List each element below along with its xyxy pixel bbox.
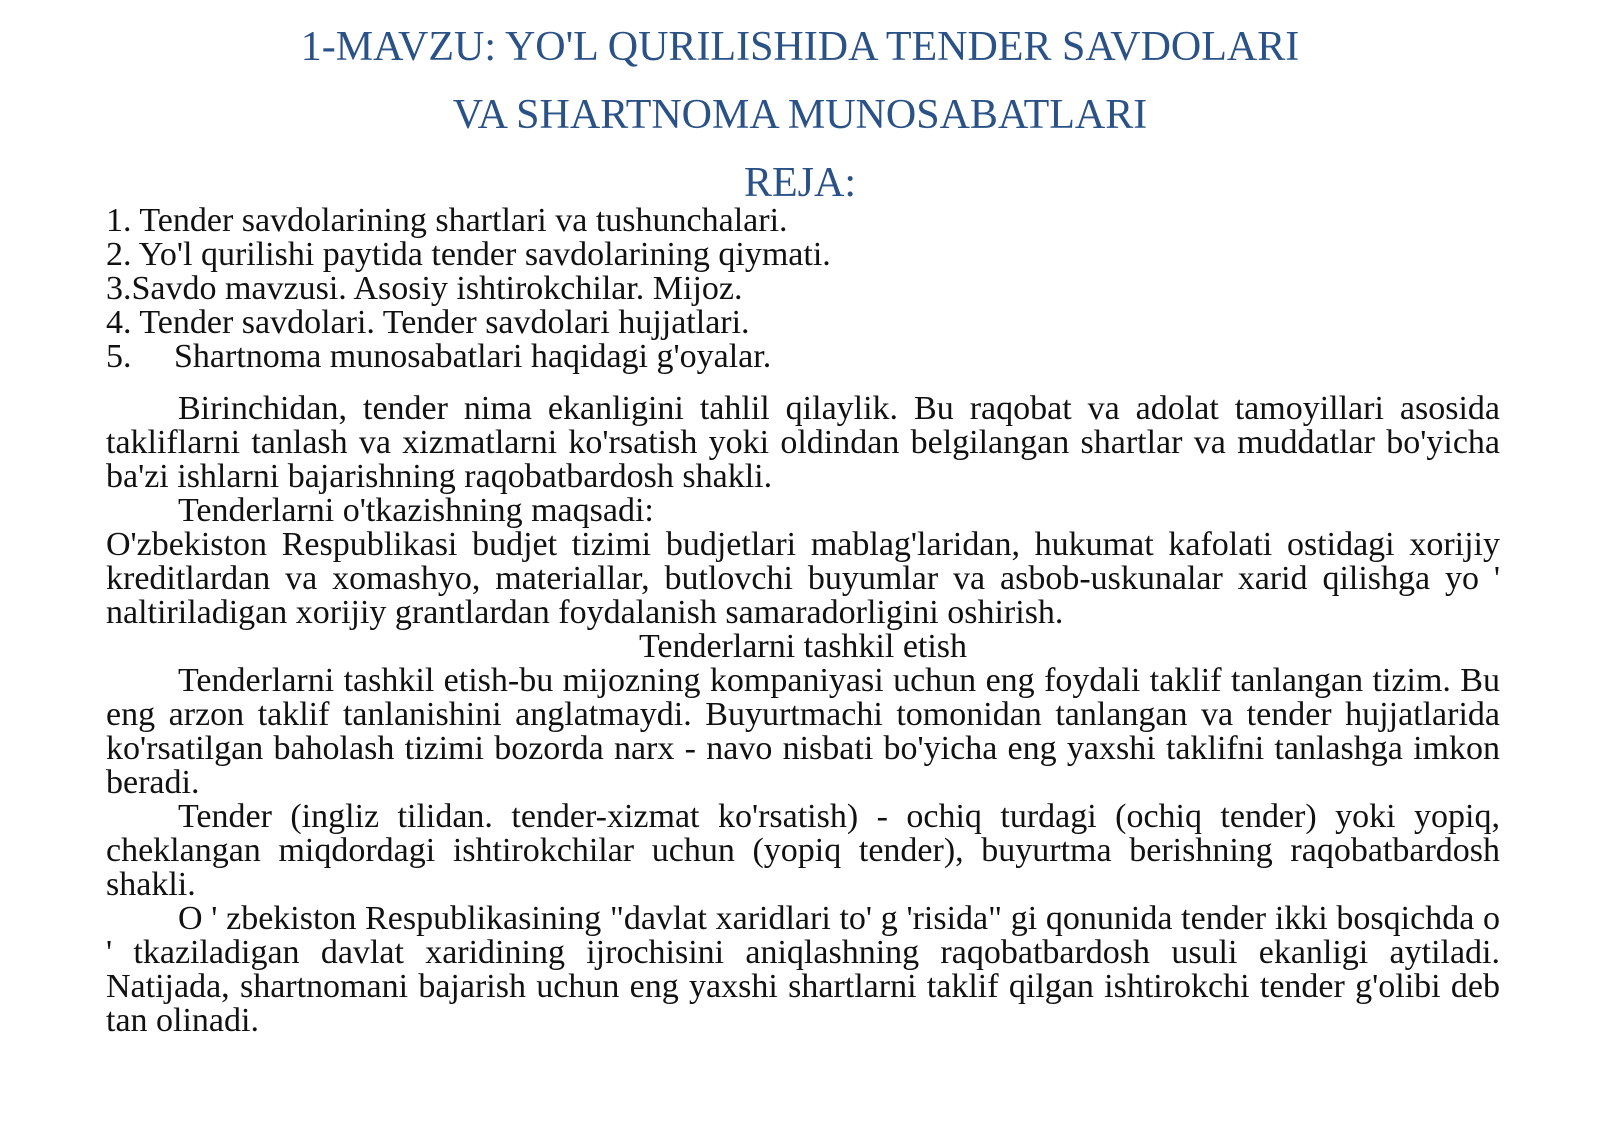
document-title-line-1: 1-MAVZU: YO'L QURILISHIDA TENDER SAVDOLARI <box>300 24 1300 70</box>
plan-item-1: 1. Tender savdolarining shartlari va tushunchalari. <box>106 202 788 239</box>
section-subheading: Tenderlarni tashkil etish <box>638 628 968 665</box>
plan-heading: REJA: <box>743 160 856 206</box>
plan-item-5-number: 5. <box>106 338 132 375</box>
plan-item-2: 2. Yo'l qurilishi paytida tender savdolarining qiymati. <box>106 236 831 273</box>
paragraph-tender-definition: Tender (ingliz tilidan. tender-xizmat ko'rsatish) - ochiq turdagi (ochiq tender) yoki yopiq, cheklangan miqdordagi ishtirokchilar uchun (yopiq tender), buyurtma berishning raqobatbardosh shakli. <box>106 798 1500 903</box>
plan-item-5 <box>106 340 831 374</box>
paragraph-organization: Tenderlarni tashkil etish-bu mijozning kompaniyasi uchun eng foydali taklif tanlangan tizim. Bu eng arzon taklif tanlanishini anglatmaydi. Buyurtmachi tomonidan tanlangan va tender hujjatlarida ko'rsatilgan baholash tizimi bozorda narx - navo nisbati bo'yicha eng yaxshi taklifni tanlashga imkon beradi. <box>106 662 1500 801</box>
paragraph-law: O ' zbekiston Respublikasining "davlat xaridlari to' g 'risida" gi qonunida tender ikki bosqichda o ' tkaziladigan davlat xaridining ijrochisini aniqlashning raqobatbardosh usuli ekanligi aytiladi. Natijada, shartnomani bajarish uchun eng yaxshi shartlarni taklif qilgan ishtirokchi tender g'olibi deb tan olinadi. <box>106 900 1500 1039</box>
document-title-line-2: VA SHARTNOMA MUNOSABATLARI <box>452 92 1148 138</box>
body-text <box>106 392 1500 1038</box>
plan-item-3: 3.Savdo mavzusi. Asosiy ishtirokchilar. Mijoz. <box>106 270 743 307</box>
paragraph-purpose-heading: Tenderlarni o'tkazishning maqsadi: <box>178 492 654 529</box>
plan-item-5-text: Shartnoma munosabatlari haqidagi g'oyalar. <box>174 338 772 375</box>
plan-item-4: 4. Tender savdolari. Tender savdolari hujjatlari. <box>106 304 750 341</box>
paragraph-purpose: O'zbekiston Respublikasi budjet tizimi budjetlari mablag'laridan, hukumat kafolati ostidagi xorijiy kreditlardan va xomashyo, materiallar, butlovchi buyumlar va asbob-uskunalar xarid qilishga yo ' naltiriladigan xorijiy grantlardan foydalanish samaradorligini oshirish. <box>106 526 1500 631</box>
paragraph-definition: Birinchidan, tender nima ekanligini tahlil qilaylik. Bu raqobat va adolat tamoyillari asosida takliflarni tanlash va xizmatlarni ko'rsatish yoki oldindan belgilangan shartlar va muddatlar bo'yicha ba'zi ishlarni bajarishning raqobatbardosh shakli. <box>106 390 1500 495</box>
plan-list <box>106 204 831 374</box>
